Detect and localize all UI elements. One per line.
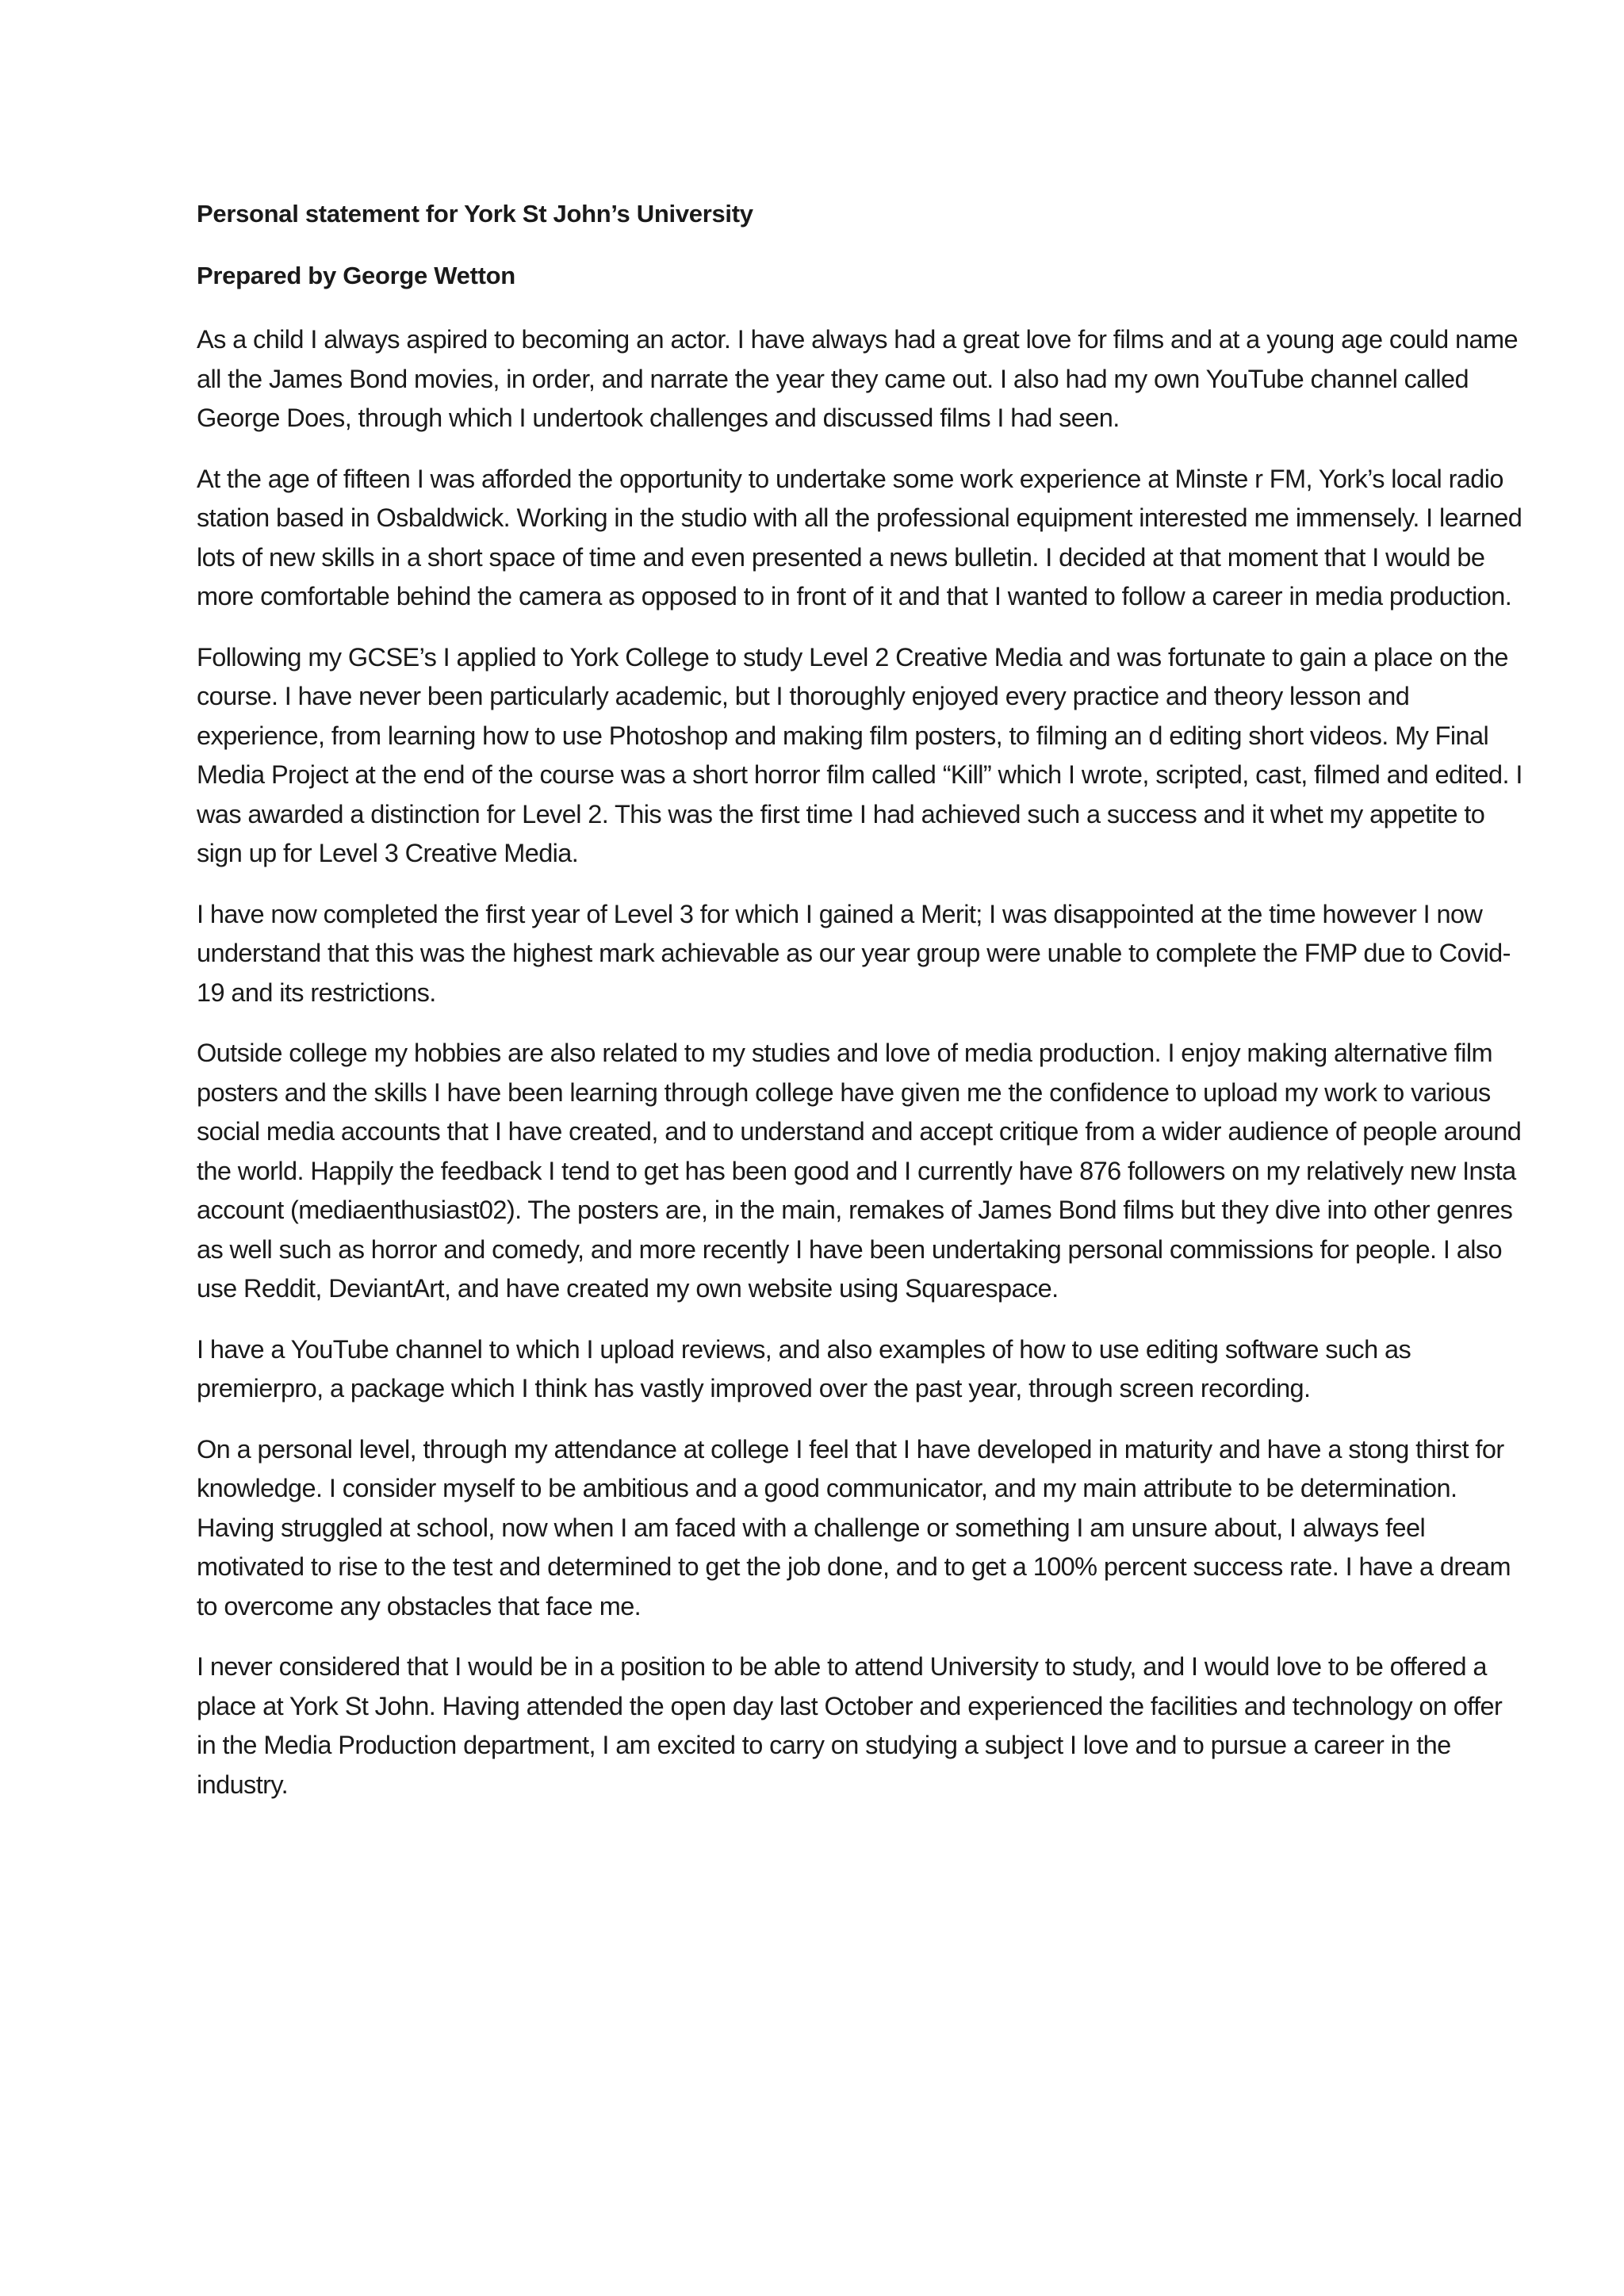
document-page xyxy=(197,197,1522,1826)
paragraph-university: I never considered that I would be in a position to be able to attend University to study, and I would love to be offered a place at York St John. Having attended the open day last October and experienced the facilities and technology on offer in the Media Production department, I am excited to carry on studying a subject I love and to pursue a career in the industry. xyxy=(197,1652,1503,1799)
paragraph-hobbies: Outside college my hobbies are also related to my studies and love of media production. I enjoy making alternative film posters and the skills I have been learning through college have given me the confidence to upload my work to various social media accounts that I have created, and to understand and accept critique from a wider audience of people around the world. Happily the feedback I tend to get has been good and I currently have 876 followers on my relatively new Insta account (mediaenthusiast02). The posters are, in the main, remakes of James Bond films but they dive into other genres as well such as horror and comedy, and more recently I have been undertaking personal commissions for people. I also use Reddit, DeviantArt, and have created my own website using Squarespace. xyxy=(197,1039,1522,1303)
paragraph-work-experience: At the age of fifteen I was afforded the opportunity to undertake some work experience at Minste r FM, York’s local radio station based in Osbaldwick. Working in the studio with all the professional equipment interested me immensely. I learned lots of new skills in a short space of time and even presented a news bulletin. I decided at that moment that I would be more comfortable behind the camera as opposed to in front of it and that I wanted to follow a career in media production. xyxy=(197,464,1522,610)
paragraph-youtube: I have a YouTube channel to which I upload reviews, and also examples of how to use editing software such as premierpro, a package which I think has vastly improved over the past year, through screen recording. xyxy=(197,1334,1411,1402)
author-line: Prepared by George Wetton xyxy=(197,262,515,289)
paragraph-level-2: Following my GCSE’s I applied to York College to study Level 2 Creative Media and was fortunate to gain a place on the course. I have never been particularly academic, but I thoroughly enjoyed every practice and theory lesson and experience, from learning how to use Photoshop and making film posters, to filming an d editing short videos. My Final Media Project at the end of the course was a short horror film called “Kill” which I wrote, scripted, cast, filmed and edited. I was awarded a distinction for Level 2. This was the first time I had achieved such a success and it whet my appetite to sign up for Level 3 Creative Media. xyxy=(197,642,1522,867)
paragraph-childhood: As a child I always aspired to becoming an actor. I have always had a great love for films and at a young age could name all the James Bond movies, in order, and narrate the year they came out. I also had my own YouTube channel called George Does, through which I undertook challenges and discussed films I had seen. xyxy=(197,325,1518,432)
paragraph-level-3: I have now completed the first year of Level 3 for which I gained a Merit; I was disappointed at the time however I now understand that this was the highest mark achievable as our year group were unable to complete the FMP due to Covid-19 and its restrictions. xyxy=(197,899,1511,1007)
document-title: Personal statement for York St John’s University xyxy=(197,200,753,228)
paragraph-personal: On a personal level, through my attendance at college I feel that I have developed in maturity and have a stong thirst for knowledge. I consider myself to be ambitious and a good communicator, and my main attribute to be determination. Having struggled at school, now when I am faced with a challenge or something I am unsure about, I always feel motivated to rise to the test and determined to get the job done, and to get a 100% percent success rate. I have a dream to overcome any obstacles that face me. xyxy=(197,1434,1511,1621)
